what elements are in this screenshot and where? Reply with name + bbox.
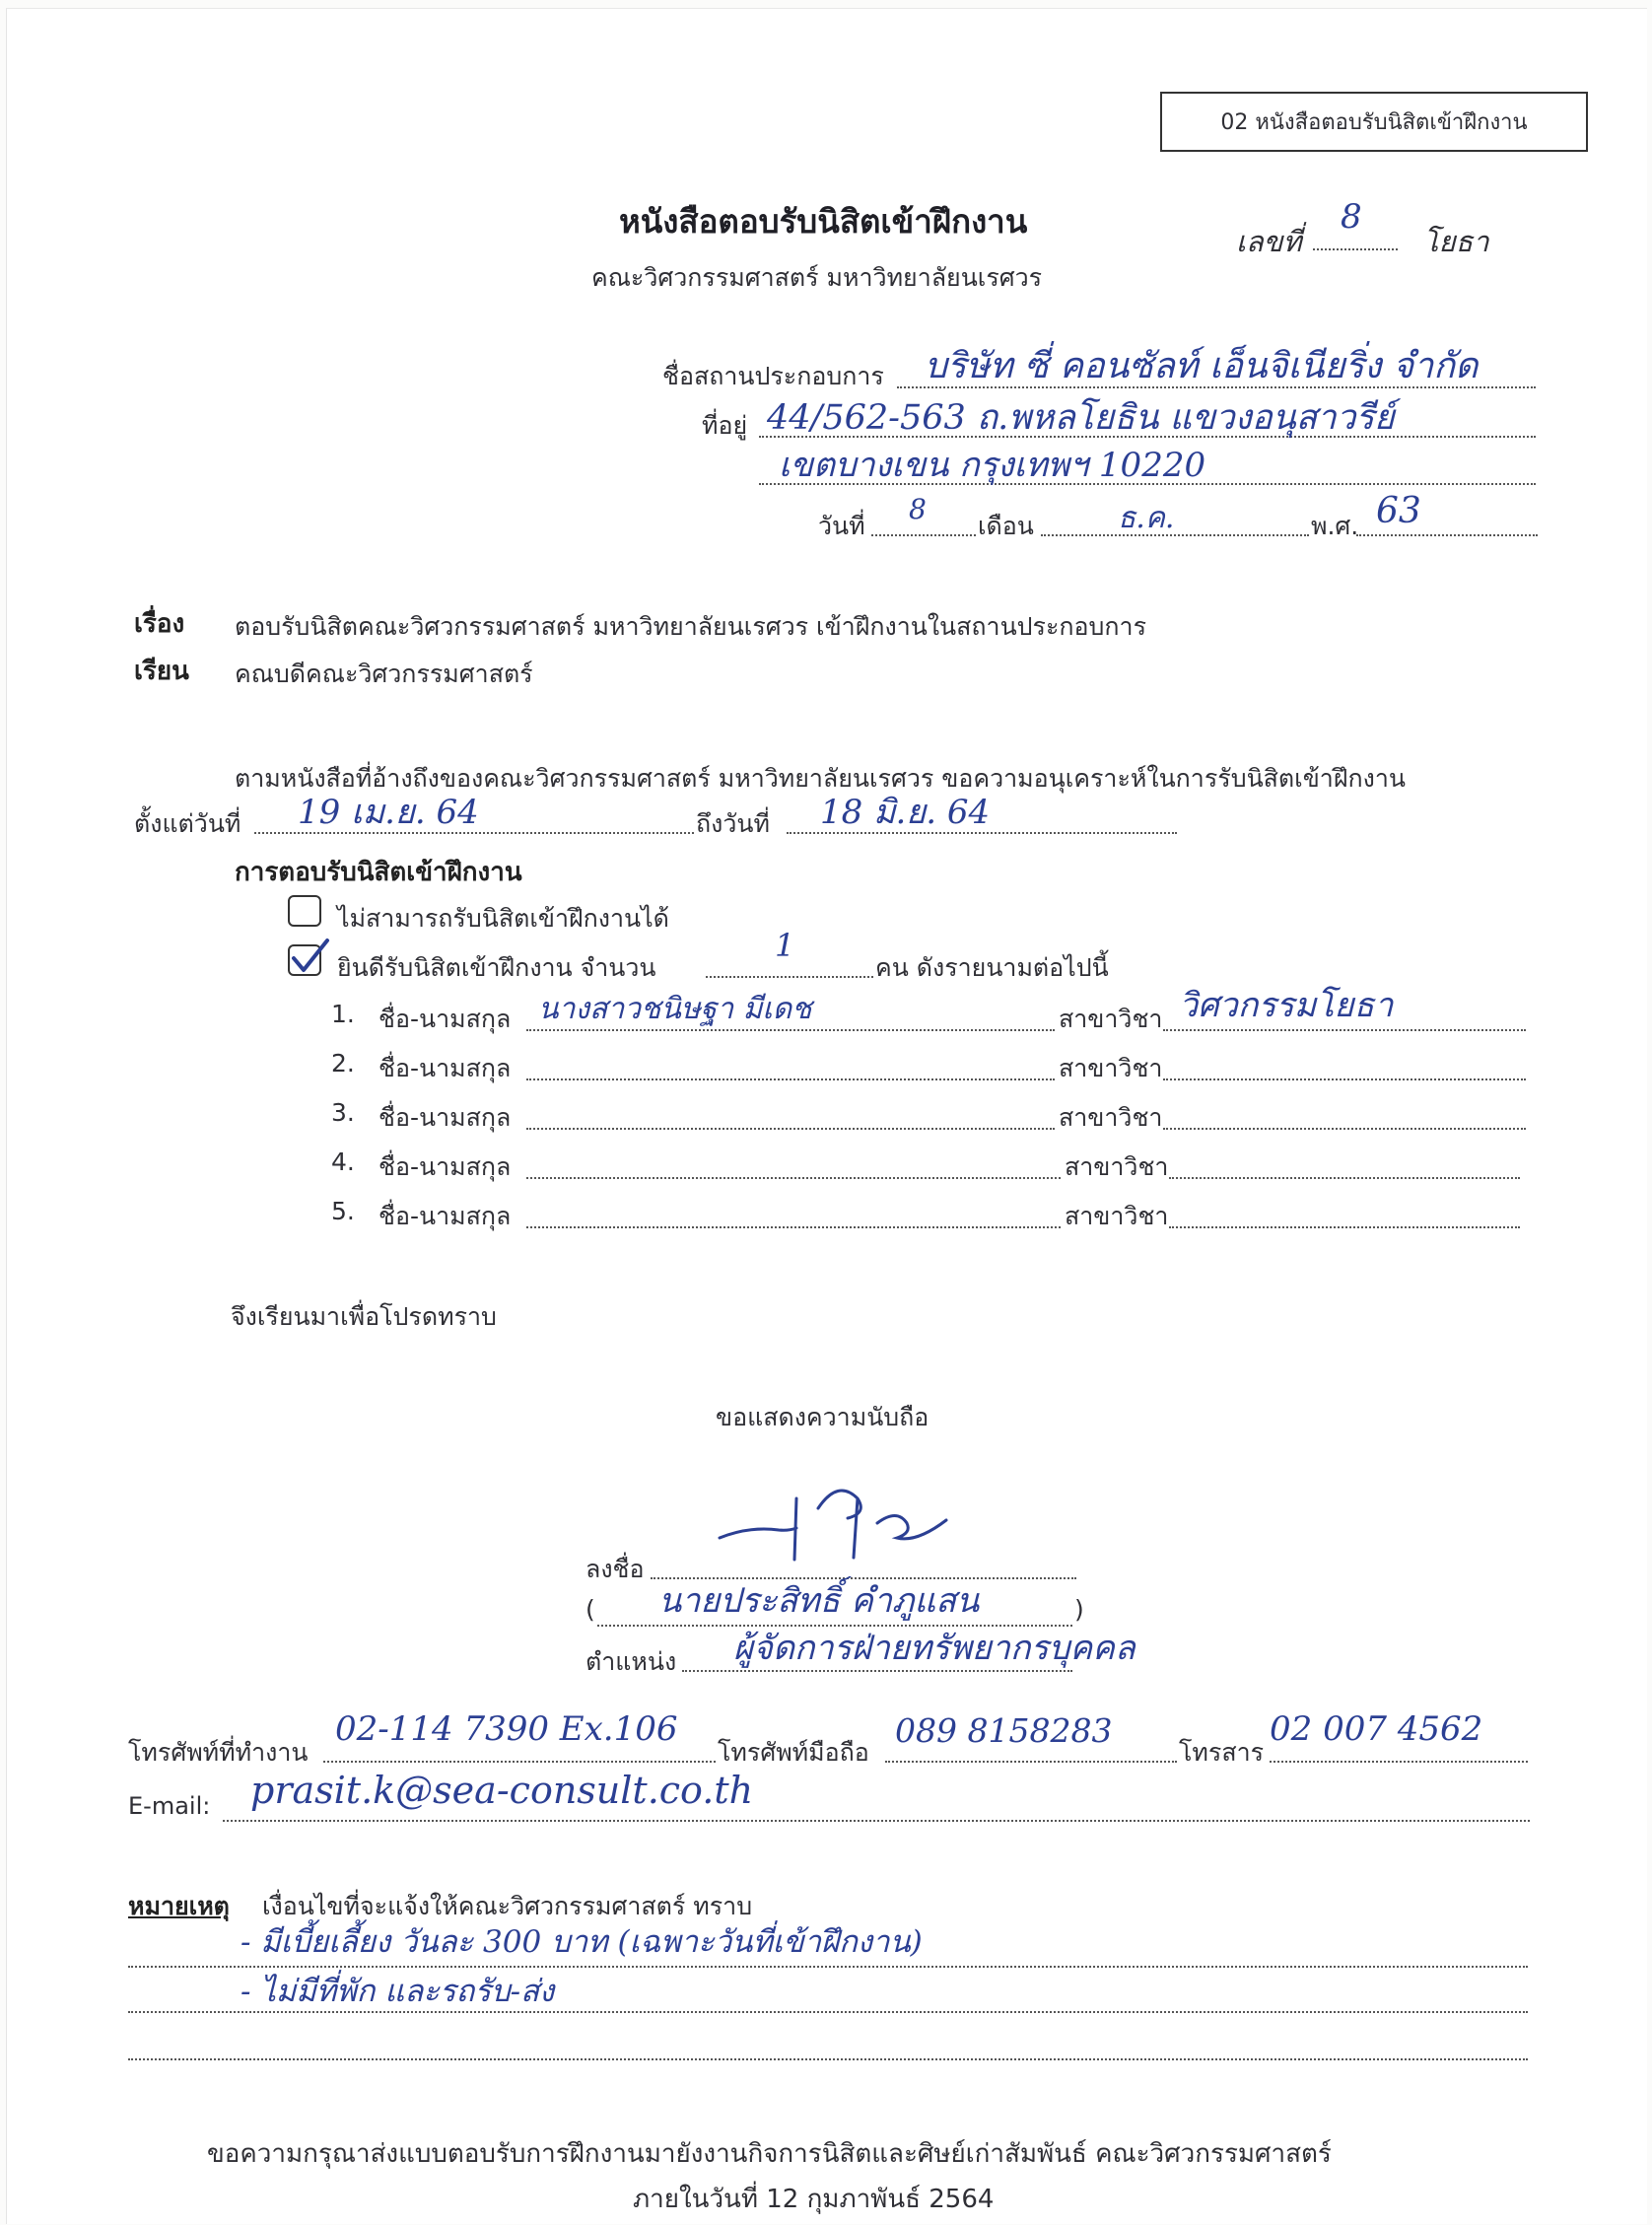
closing-inform: จึงเรียนมาเพื่อโปรดทราบ [231, 1302, 497, 1331]
office-phone-line [323, 1761, 716, 1763]
subject-label: เรื่อง [134, 609, 185, 639]
date-label: วันที่ [818, 512, 865, 540]
body-paragraph: ตามหนังสือที่อ้างถึงของคณะวิศวกรรมศาสตร์ มหาวิทยาลัยนเรศวร ขอความอนุเคราะห์ในการรับนิสิตเข้าฝึกงาน [235, 764, 1406, 793]
remarks-text: เงื่อนไขที่จะแจ้งให้คณะวิศวกรรมศาสตร์ ทราบ [262, 1892, 753, 1920]
student-name-line [526, 1128, 1055, 1130]
student-row-number: 5. [331, 1197, 355, 1225]
year-label: พ.ศ. [1311, 512, 1359, 540]
decline-checkbox[interactable] [288, 895, 321, 927]
fax-label: โทรสาร [1179, 1738, 1265, 1767]
acceptance-section-title: การตอบรับนิสิตเข้าฝึกงาน [235, 858, 522, 887]
number-value: 8 [1341, 197, 1362, 237]
student-name-label: ชื่อ-นามสกุล [379, 1152, 512, 1181]
date-month-line [1041, 534, 1309, 536]
decline-option-label: ไม่สามารถรับนิสิตเข้าฝึกงานได้ [337, 904, 669, 933]
student-name-line [526, 1078, 1055, 1080]
month-label: เดือน [978, 512, 1034, 540]
remarks-value-1: - มีเบี้ยเลี้ยง วันละ 300 บาท (เฉพาะวันที่เข้าฝึกงาน) [241, 1924, 923, 1960]
signature-image [710, 1469, 966, 1577]
company-name-label: ชื่อสถานประกอบการ [662, 362, 884, 390]
fax-value: 02 007 4562 [1270, 1709, 1483, 1749]
address-value-2: เขตบางเขน กรุงเทพฯ 10220 [779, 446, 1206, 485]
student-major-line [1169, 1226, 1520, 1228]
date-day-line [871, 534, 976, 536]
mobile-label: โทรศัพท์มือถือ [718, 1738, 869, 1767]
footer-deadline: ภายในวันที่ 12 กุมภาพันธ์ 2564 [633, 2185, 995, 2214]
email-line [223, 1820, 1530, 1822]
closing-regards: ขอแสดงความนับถือ [716, 1403, 929, 1431]
from-date-label: ตั้งแต่วันที่ [134, 809, 241, 838]
student-name-line [526, 1177, 1061, 1179]
student-row-number: 4. [331, 1147, 355, 1176]
date-month-value: ธ.ค. [1118, 501, 1175, 535]
footer-instruction: ขอความกรุณาส่งแบบตอบรับการฝึกงานมายังงานกิจการนิสิตและศิษย์เก่าสัมพันธ์ คณะวิศวกรรมศาสตร์ [207, 2139, 1332, 2169]
accept-suffix-label: คน ดังรายนามต่อไปนี้ [875, 953, 1109, 982]
accept-checkbox[interactable] [288, 944, 321, 976]
mobile-value: 089 8158283 [895, 1711, 1113, 1750]
department-label: โยธา [1423, 225, 1489, 258]
student-major-line [1163, 1128, 1526, 1130]
student-major-label: สาขาวิชา [1059, 1005, 1163, 1033]
student-name-label: ชื่อ-นามสกุล [379, 1054, 512, 1082]
date-year-value: 63 [1376, 491, 1421, 531]
faculty-subtitle: คณะวิศวกรรมศาสตร์ มหาวิทยาลัยนเรศวร [591, 263, 1043, 292]
email-label: E-mail: [128, 1792, 211, 1820]
signer-name-value: นายประสิทธิ์ คำภูแสน [658, 1581, 980, 1621]
student-name-value: นางสาวชนิษฐา มีเดช [538, 992, 812, 1026]
student-name-label: ชื่อ-นามสกุล [379, 1103, 512, 1132]
address-label: ที่อยู่ [702, 411, 748, 440]
office-phone-label: โทรศัพท์ที่ทำงาน [128, 1738, 309, 1767]
document-code-box: 02 หนังสือตอบรับนิสิตเข้าฝึกงาน [1160, 92, 1588, 152]
student-row-number: 2. [331, 1049, 355, 1078]
signer-open-paren: ( [585, 1595, 595, 1624]
student-name-label: ชื่อ-นามสกุล [379, 1005, 512, 1033]
accept-count-line [706, 976, 873, 978]
subject-text: ตอบรับนิสิตคณะวิศวกรรมศาสตร์ มหาวิทยาลัยนเรศวร เข้าฝึกงานในสถานประกอบการ [235, 612, 1147, 641]
mobile-line [885, 1761, 1177, 1763]
office-phone-value: 02-114 7390 Ex.106 [335, 1709, 678, 1749]
number-label: เลขที่ [1236, 225, 1302, 258]
position-value: ผู้จัดการฝ่ายทรัพยากรบุคคล [733, 1629, 1136, 1668]
address-value-1: 44/562-563 ถ.พหลโยธิน แขวงอนุสาวรีย์ [767, 398, 1395, 438]
student-major-label: สาขาวิชา [1059, 1103, 1163, 1132]
remarks-line-3 [128, 2058, 1528, 2060]
student-major-line [1163, 1078, 1526, 1080]
signature-label: ลงชื่อ [585, 1555, 645, 1583]
date-year-line [1356, 534, 1538, 536]
fax-line [1270, 1761, 1528, 1763]
student-major-label: สาขาวิชา [1065, 1202, 1169, 1230]
student-major-value: วิศวกรรมโยธา [1179, 986, 1394, 1025]
student-major-label: สาขาวิชา [1059, 1054, 1163, 1082]
email-value: prasit.k@sea-consult.co.th [250, 1769, 754, 1812]
accept-option-label: ยินดีรับนิสิตเข้าฝึกงาน จำนวน [337, 953, 656, 982]
remarks-value-2: - ไม่มีที่พัก และรถรับ-ส่ง [241, 1974, 555, 2009]
remarks-label: หมายเหตุ [128, 1892, 230, 1920]
signer-close-paren: ) [1074, 1595, 1084, 1624]
student-name-label: ชื่อ-นามสกุล [379, 1202, 512, 1230]
recipient-label: เรียน [134, 657, 189, 686]
company-name-value: บริษัท ซี่ คอนซัลท์ เอ็นจิเนียริ่ง จำกัด [925, 346, 1479, 386]
date-day-value: 8 [909, 493, 927, 525]
form-title: หนังสือตอบรับนิสิตเข้าฝึกงาน [619, 202, 1028, 241]
student-name-line [526, 1226, 1061, 1228]
number-dotted-line [1313, 248, 1398, 250]
student-major-line [1169, 1177, 1520, 1179]
student-row-number: 1. [331, 1000, 355, 1028]
checkmark-icon [288, 937, 331, 980]
to-date-label: ถึงวันที่ [696, 809, 770, 838]
to-date-value: 18 มิ.ย. 64 [820, 793, 991, 832]
position-label: ตำแหน่ง [585, 1647, 677, 1676]
recipient-text: คณบดีคณะวิศวกรรมศาสตร์ [235, 660, 533, 688]
student-row-number: 3. [331, 1098, 355, 1127]
accept-count-value: 1 [775, 927, 795, 964]
from-date-value: 19 เม.ย. 64 [298, 793, 479, 832]
student-major-label: สาขาวิชา [1065, 1152, 1169, 1181]
